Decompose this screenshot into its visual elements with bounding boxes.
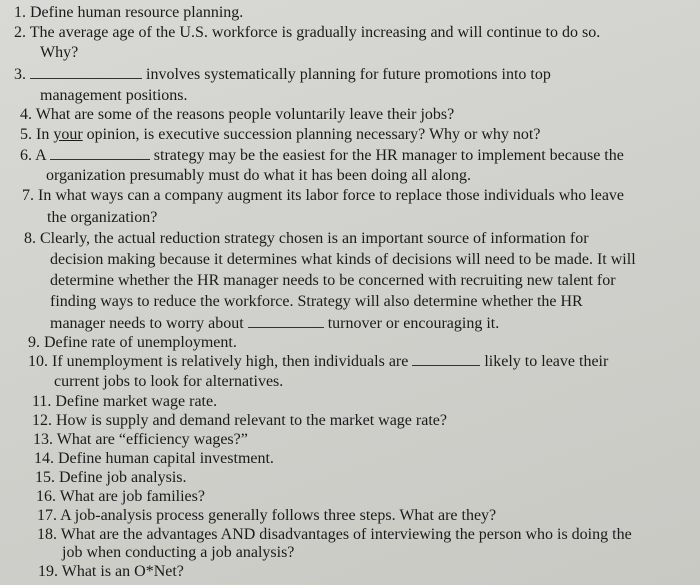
question-text: likely to leave their <box>484 353 609 370</box>
question-14 <box>34 449 274 468</box>
question-number: 18. <box>37 526 57 543</box>
question-10 <box>28 351 608 371</box>
question-number: 7. <box>22 187 34 204</box>
question-number: 3. <box>14 66 26 83</box>
question-text: Why? <box>40 44 79 61</box>
question-number: 1. <box>14 4 26 21</box>
question-6-cont <box>46 166 471 185</box>
question-17 <box>37 506 496 525</box>
question-text: finding ways to reduce the workforce. Strategy will also determine whether the HR <box>50 293 583 310</box>
question-text: What are the advantages AND disadvantages of interviewing the person who is doing the <box>60 526 632 543</box>
question-text: the organization? <box>47 209 158 226</box>
question-text: What are some of the reasons people voluntarily leave their jobs? <box>35 106 455 123</box>
question-number: 17. <box>37 507 57 524</box>
question-13 <box>33 430 248 449</box>
question-text: manager needs to worry about <box>50 315 244 332</box>
question-text: opinion, is executive succession planning necessary? Why or why not? <box>82 126 541 143</box>
question-2-cont <box>40 43 78 62</box>
question-11 <box>32 392 217 411</box>
answer-blank[interactable] <box>30 64 142 79</box>
question-text: What is an O*Net? <box>61 563 184 580</box>
question-text: organization presumably must do what it has been doing all along. <box>46 167 471 184</box>
question-text: Define market wage rate. <box>55 393 218 410</box>
answer-blank[interactable] <box>412 351 480 366</box>
question-8-cont <box>50 271 616 290</box>
question-8-cont <box>50 250 636 269</box>
question-7-cont <box>47 208 157 227</box>
question-text: In what ways can a company augment its labor force to replace those individuals who leave <box>38 187 625 204</box>
question-number: 19. <box>38 563 58 580</box>
question-8 <box>24 229 589 248</box>
question-text: involves systematically planning for future promotions into top <box>146 66 551 83</box>
question-18 <box>37 525 632 544</box>
question-text: What are “efficiency wages?” <box>56 431 248 448</box>
question-text: Define rate of unemployment. <box>44 334 237 351</box>
question-4 <box>20 105 454 124</box>
question-18-cont <box>62 543 294 562</box>
question-2 <box>14 23 600 42</box>
question-number: 10. <box>28 353 48 370</box>
question-text: current jobs to look for alternatives. <box>54 373 284 390</box>
question-text: Clearly, the actual reduction strategy chosen is an important source of information for <box>40 230 589 247</box>
question-text: determine whether the HR manager needs to be concerned with recruiting new talent for <box>50 272 616 289</box>
question-text: A <box>35 147 46 164</box>
question-number: 15. <box>35 469 55 486</box>
question-text: Define human resource planning. <box>30 4 244 21</box>
question-text: Define human capital investment. <box>58 450 274 467</box>
question-number: 13. <box>33 431 53 448</box>
question-text: Define job analysis. <box>59 469 187 486</box>
question-19 <box>38 562 184 581</box>
question-text: management positions. <box>40 87 188 104</box>
question-text: A job-analysis process generally follows three steps. What are they? <box>60 507 497 524</box>
question-16 <box>36 487 205 506</box>
question-9 <box>28 333 237 352</box>
question-number: 11. <box>32 393 52 410</box>
question-number: 8. <box>24 230 36 247</box>
question-number: 4. <box>20 106 32 123</box>
question-text: job when conducting a job analysis? <box>62 544 295 561</box>
question-number: 2. <box>14 24 26 41</box>
question-text-underlined: your <box>53 126 83 143</box>
question-number: 5. <box>20 126 32 143</box>
answer-blank[interactable] <box>248 313 324 328</box>
question-text: The average age of the U.S. workforce is gradually increasing and will continue to do so. <box>29 24 601 41</box>
question-3 <box>14 64 551 84</box>
question-text: In <box>36 126 54 143</box>
question-number: 14. <box>34 450 54 467</box>
question-text: If unemployment is relatively high, then individuals are <box>52 353 409 370</box>
question-7 <box>22 186 624 205</box>
question-12 <box>32 411 447 430</box>
question-number: 6. <box>20 147 32 164</box>
question-text: strategy may be the easiest for the HR manager to implement because the <box>153 147 624 164</box>
question-8-cont <box>50 292 583 311</box>
question-text: decision making because it determines what kinds of decisions will need to be made. It will <box>50 251 636 268</box>
question-text: What are job families? <box>59 488 205 505</box>
question-3-cont <box>40 86 188 105</box>
question-10-cont <box>54 372 283 391</box>
question-8-cont <box>50 313 499 333</box>
question-number: 9. <box>28 334 40 351</box>
question-number: 12. <box>32 412 52 429</box>
question-15 <box>35 468 187 487</box>
question-5 <box>20 125 540 144</box>
question-1 <box>14 3 243 22</box>
question-number: 16. <box>36 488 56 505</box>
answer-blank[interactable] <box>50 145 150 160</box>
question-text: How is supply and demand relevant to the market wage rate? <box>56 412 447 429</box>
question-6 <box>20 145 624 165</box>
question-text: turnover or encouraging it. <box>327 315 500 332</box>
